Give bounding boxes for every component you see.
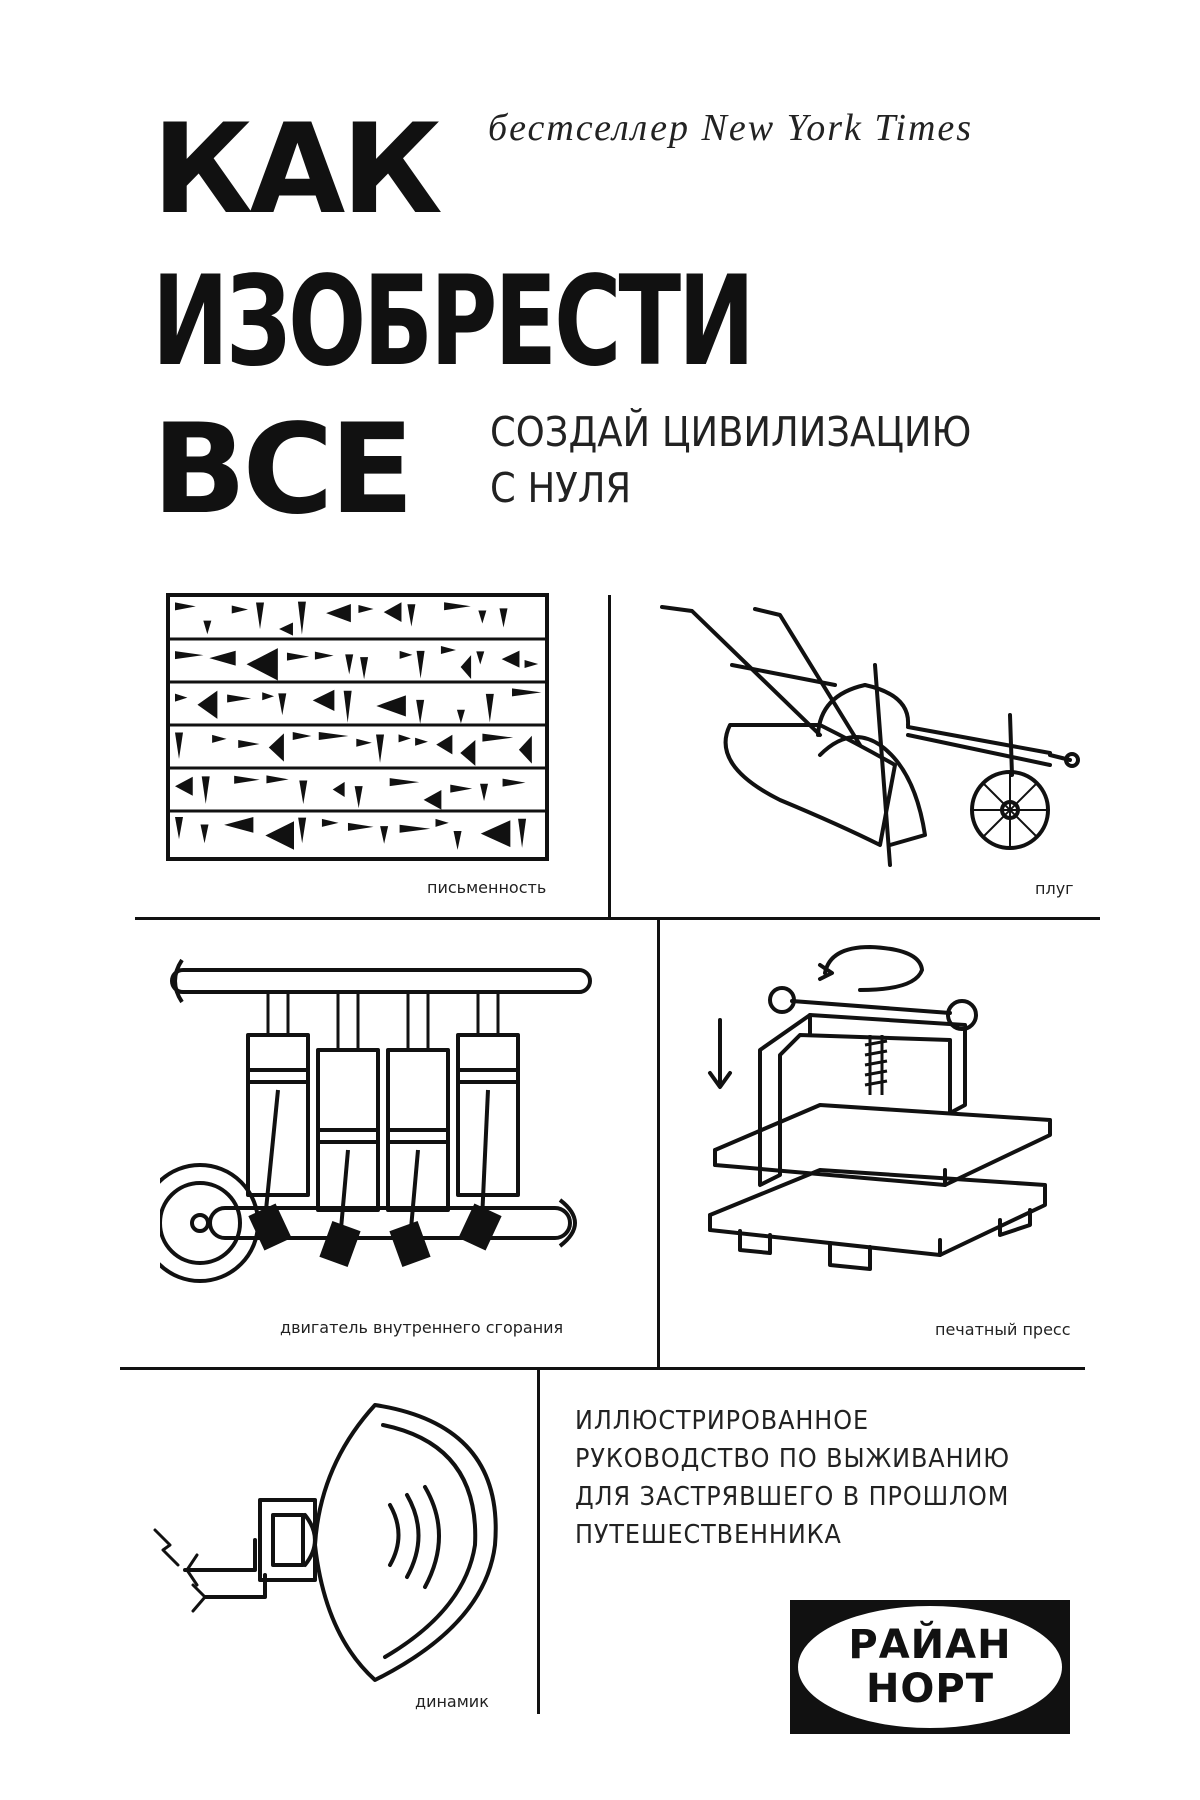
cuneiform-wedge <box>407 604 415 626</box>
cuneiform-wedge <box>299 781 307 805</box>
cuneiform-wedge <box>319 732 349 740</box>
cuneiform-wedge <box>436 735 452 755</box>
cuneiform-wedge <box>380 826 388 844</box>
panel-engine <box>160 940 640 1340</box>
cuneiform-wedge <box>269 733 284 761</box>
cuneiform-wedge <box>360 657 368 679</box>
cuneiform-wedge <box>333 782 345 797</box>
title-line-1: КАК <box>152 98 439 242</box>
panel-writing <box>165 592 550 897</box>
cuneiform-wedge <box>480 784 488 801</box>
title-line-3: ВСЕ <box>152 398 411 542</box>
cuneiform-wedge <box>525 660 539 668</box>
cuneiform-wedge <box>444 602 471 610</box>
cuneiform-wedge <box>326 604 351 622</box>
cuneiform-wedge <box>265 821 294 850</box>
cuneiform-wedge <box>502 651 520 668</box>
cuneiform-wedge <box>234 776 260 784</box>
cuneiform-wedge <box>417 651 425 679</box>
author-last-name: НОРТ <box>865 1666 995 1712</box>
cuneiform-wedge <box>224 817 253 833</box>
cuneiform-wedge <box>175 651 203 659</box>
blurb-line-3: ДЛЯ ЗАСТРЯВШЕГО В ПРОШЛОМ <box>575 1482 1010 1512</box>
cuneiform-wedge <box>256 602 264 629</box>
cuneiform-wedge <box>262 692 274 700</box>
cuneiform-wedge <box>424 790 442 810</box>
cuneiform-wedge <box>376 695 405 716</box>
cuneiform-wedge <box>478 610 486 623</box>
divider-row-2 <box>120 1367 1085 1370</box>
bestseller-tagline: бестселлер New York Times <box>488 107 974 149</box>
cuneiform-wedge <box>238 740 259 748</box>
panel-press <box>700 935 1100 1345</box>
subtitle <box>490 404 971 516</box>
cuneiform-wedge <box>247 648 278 680</box>
cuneiform-wedge <box>227 695 251 703</box>
panel-plow <box>640 595 1100 915</box>
author-first-name: РАЙАН <box>848 1622 1012 1668</box>
cuneiform-wedge <box>482 734 513 742</box>
cuneiform-wedge <box>358 605 373 613</box>
cuneiform-wedge <box>293 732 312 740</box>
caption-speaker: динамик <box>415 1692 489 1711</box>
speaker-icon <box>145 1385 525 1685</box>
combustion-engine-icon <box>160 940 640 1320</box>
cuneiform-wedge <box>298 602 306 635</box>
caption-press: печатный пресс <box>935 1320 1071 1339</box>
cuneiform-wedge <box>175 817 183 839</box>
plow-icon <box>640 595 1100 885</box>
cuneiform-wedge <box>322 819 339 827</box>
subtitle-line-1: СОЗДАЙ ЦИВИЛИЗАЦИЮ <box>490 408 972 456</box>
cuneiform-wedge <box>457 710 465 724</box>
cuneiform-wedge <box>175 777 193 796</box>
cuneiform-wedge <box>512 688 541 696</box>
cuneiform-wedge <box>519 736 532 764</box>
cuneiform-wedge <box>345 654 353 674</box>
cuneiform-wedge <box>486 694 494 723</box>
caption-engine: двигатель внутреннего сгорания <box>280 1318 564 1337</box>
cuneiform-wedge <box>266 775 288 783</box>
cuneiform-wedge <box>476 651 484 664</box>
cuneiform-wedge <box>441 646 456 654</box>
cuneiform-wedge <box>344 691 352 723</box>
cuneiform-wedge <box>287 653 309 661</box>
cuneiform-wedge <box>384 602 402 622</box>
title-line-2: ИЗОБРЕСТИ <box>152 250 752 394</box>
cuneiform-wedge <box>450 785 472 793</box>
cuneiform-wedge <box>461 655 471 679</box>
blurb <box>575 1402 1010 1554</box>
cuneiform-wedge <box>400 651 413 659</box>
cuneiform-wedge <box>197 691 217 719</box>
cuneiform-wedge <box>209 651 235 666</box>
cuneiform-wedge <box>481 820 511 847</box>
blurb-line-4: ПУТЕШЕСТВЕННИКА <box>575 1520 842 1550</box>
cuneiform-wedge <box>298 818 306 844</box>
subtitle-line-2: С НУЛЯ <box>490 464 632 512</box>
cuneiform-wedge <box>212 735 226 743</box>
cuneiform-wedge <box>435 819 448 827</box>
cuneiform-wedge <box>390 778 420 786</box>
cuneiform-wedge <box>203 621 211 635</box>
cuneiform-wedge <box>315 652 334 660</box>
cuneiform-wedge <box>400 825 431 833</box>
cuneiform-wedge <box>175 694 187 702</box>
cuneiform-wedge <box>500 608 508 627</box>
cuneiform-wedge <box>175 602 196 610</box>
cuneiform-wedge <box>348 823 374 831</box>
cuneiform-wedge <box>376 735 384 763</box>
caption-plow: плуг <box>1035 879 1074 898</box>
blurb-line-2: РУКОВОДСТВО ПО ВЫЖИВАНИЮ <box>575 1444 1011 1474</box>
cuneiform-wedge <box>175 732 183 758</box>
cuneiform-wedge <box>415 738 428 746</box>
panel-speaker <box>145 1385 525 1715</box>
author-badge <box>790 1600 1070 1734</box>
cuneiform-wedge <box>518 819 526 848</box>
cuneiform-wedge <box>279 623 293 636</box>
cuneiform-wedge <box>503 779 526 787</box>
divider-col-2 <box>657 919 660 1369</box>
cuneiform-wedge <box>278 693 286 715</box>
cuneiform-wedge <box>399 734 411 742</box>
cuneiform-wedge <box>232 605 248 613</box>
author-oval <box>798 1606 1062 1728</box>
blurb-line-1: ИЛЛЮСТРИРОВАННОЕ <box>575 1406 869 1436</box>
caption-writing: письменность <box>427 878 547 897</box>
cuneiform-wedge <box>416 700 424 724</box>
divider-col-3 <box>537 1369 540 1714</box>
divider-row-1 <box>135 917 1100 920</box>
cuneiform-tablet-icon <box>165 592 550 862</box>
divider-col-1 <box>608 595 611 919</box>
cuneiform-wedge <box>313 690 335 711</box>
cuneiform-wedge <box>454 831 462 850</box>
cuneiform-wedge <box>355 786 363 808</box>
cuneiform-wedge <box>356 739 372 747</box>
cuneiform-wedge <box>202 776 210 804</box>
printing-press-icon <box>700 935 1100 1315</box>
cuneiform-wedge <box>201 824 209 843</box>
cuneiform-wedge <box>460 740 475 766</box>
